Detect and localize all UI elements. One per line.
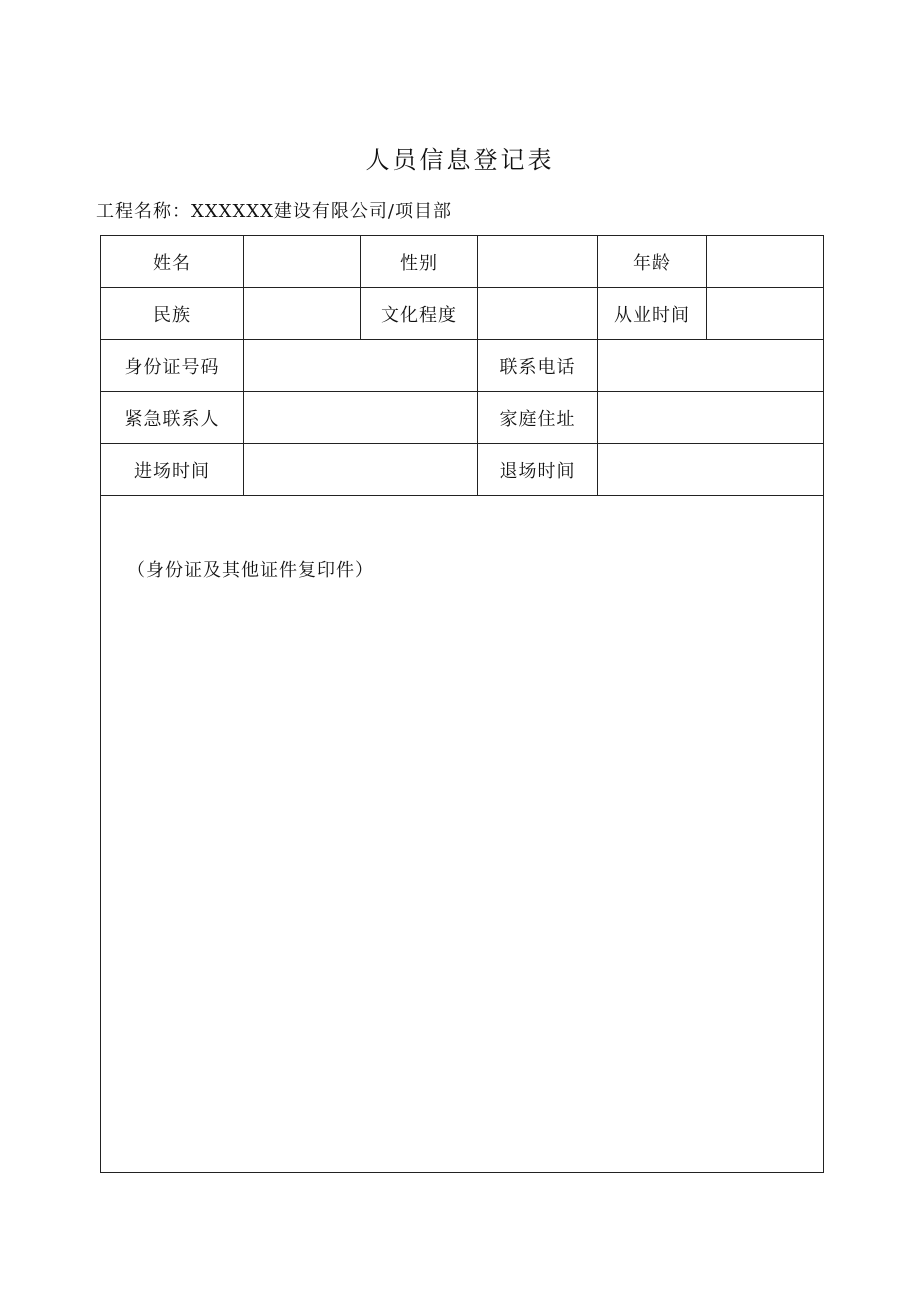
id-number-field[interactable] (244, 340, 478, 392)
address-label: 家庭住址 (478, 392, 598, 444)
exit-time-label: 退场时间 (478, 444, 598, 496)
table-row (101, 496, 824, 1173)
ethnicity-label: 民族 (101, 288, 244, 340)
entry-time-label: 进场时间 (101, 444, 244, 496)
education-field[interactable] (478, 288, 598, 340)
entry-time-field[interactable] (244, 444, 478, 496)
table-row (101, 444, 824, 496)
emergency-contact-label: 紧急联系人 (101, 392, 244, 444)
exit-time-field[interactable] (598, 444, 824, 496)
project-name: 工程名称：XXXXXX建设有限公司/项目部 (96, 201, 452, 222)
name-label: 姓名 (101, 236, 244, 288)
id-number-label: 身份证号码 (101, 340, 244, 392)
age-field[interactable] (707, 236, 824, 288)
phone-label: 联系电话 (478, 340, 598, 392)
table-row (101, 236, 824, 288)
emergency-contact-field[interactable] (244, 392, 478, 444)
gender-label: 性别 (361, 236, 478, 288)
ethnicity-field[interactable] (244, 288, 361, 340)
address-field[interactable] (598, 392, 824, 444)
table-row (101, 340, 824, 392)
attachment-area[interactable] (101, 496, 824, 1173)
education-label: 文化程度 (361, 288, 478, 340)
name-field[interactable] (244, 236, 361, 288)
gender-field[interactable] (478, 236, 598, 288)
phone-field[interactable] (598, 340, 824, 392)
work-years-label: 从业时间 (598, 288, 707, 340)
form-title: 人员信息登记表 (365, 146, 555, 174)
table-row (101, 392, 824, 444)
table-row (101, 288, 824, 340)
age-label: 年龄 (598, 236, 707, 288)
registration-table (100, 235, 824, 1173)
work-years-field[interactable] (707, 288, 824, 340)
attachment-note: （身份证及其他证件复印件） (127, 560, 374, 581)
